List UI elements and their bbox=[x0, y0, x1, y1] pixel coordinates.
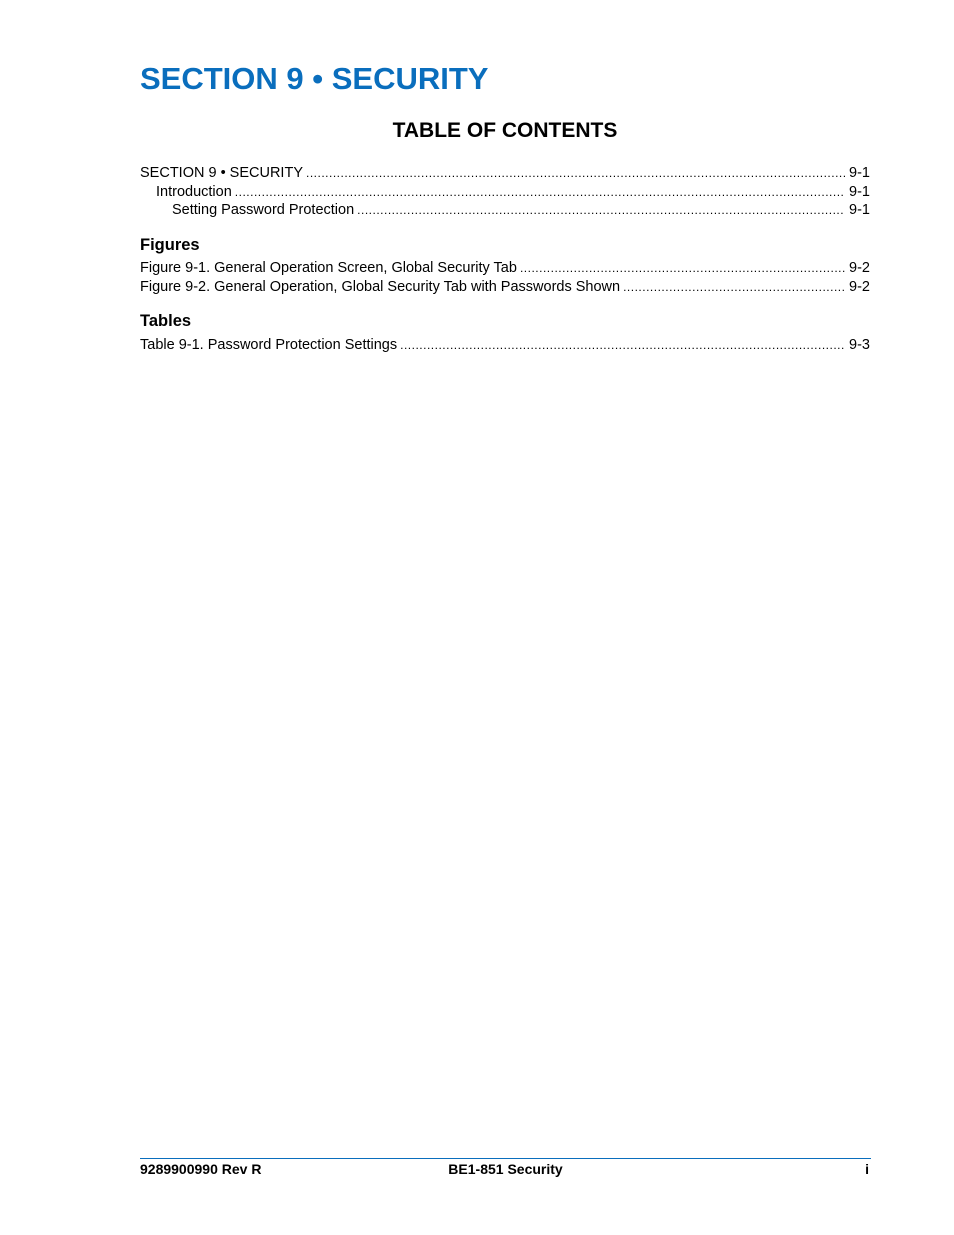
toc-entry-page: 9-1 bbox=[849, 165, 870, 181]
toc-leader bbox=[623, 278, 845, 297]
figure-entry-title: Figure 9-2. General Operation, Global Security Tab with Passwords Shown bbox=[140, 278, 621, 295]
toc-entry-title: SECTION 9 • SECURITY bbox=[140, 165, 303, 181]
figure-entry[interactable] bbox=[140, 278, 870, 297]
toc-leader bbox=[400, 336, 845, 355]
tables-list bbox=[140, 336, 870, 355]
figures-heading: Figures bbox=[140, 236, 200, 254]
toc-leader bbox=[520, 259, 845, 278]
table-entry-page: 9-3 bbox=[849, 337, 870, 353]
tables-heading: Tables bbox=[140, 312, 192, 330]
toc-entry[interactable] bbox=[140, 201, 870, 220]
page-footer bbox=[140, 1160, 871, 1178]
table-entry[interactable] bbox=[140, 336, 870, 355]
footer-part-number: 9289900990 Rev R bbox=[140, 1161, 262, 1177]
toc-leader bbox=[357, 201, 845, 220]
figure-entry-title: Figure 9-1. General Operation Screen, Global Security Tab bbox=[140, 260, 517, 276]
toc-entry-title: Setting Password Protection bbox=[172, 202, 355, 218]
figure-entry[interactable] bbox=[140, 259, 870, 278]
toc-leader bbox=[306, 164, 845, 183]
toc-entry[interactable] bbox=[140, 164, 870, 183]
section-title: SECTION 9 • SECURITY bbox=[140, 61, 489, 96]
toc-leader bbox=[235, 183, 845, 202]
table-entry-title: Table 9-1. Password Protection Settings bbox=[140, 337, 398, 353]
toc-entry-page: 9-1 bbox=[849, 202, 870, 218]
toc-entry-title: Introduction bbox=[156, 183, 232, 200]
toc-list bbox=[140, 164, 870, 220]
toc-entry[interactable] bbox=[140, 183, 870, 202]
toc-heading: TABLE OF CONTENTS bbox=[392, 119, 618, 142]
footer-document-title: BE1-851 Security bbox=[448, 1161, 563, 1177]
figure-entry-page: 9-2 bbox=[849, 260, 870, 276]
figure-entry-page: 9-2 bbox=[849, 278, 870, 295]
footer-divider bbox=[140, 1158, 871, 1159]
figures-list bbox=[140, 259, 870, 296]
footer-page-number: i bbox=[865, 1161, 869, 1177]
toc-entry-page: 9-1 bbox=[849, 183, 870, 200]
